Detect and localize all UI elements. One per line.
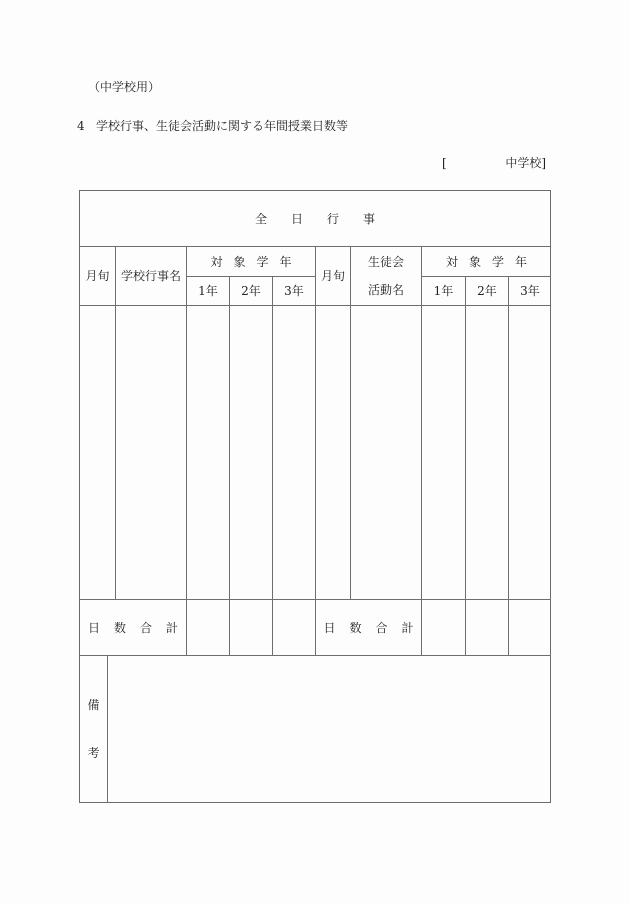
input-grade-1-left[interactable]	[187, 306, 229, 599]
input-total-grade-3-left[interactable]	[273, 600, 315, 655]
input-month-right[interactable]	[316, 306, 350, 599]
header-month-right: 月旬	[320, 269, 345, 283]
total-char: 計	[166, 620, 179, 635]
grade-label-char: 対	[445, 254, 458, 269]
input-grade-3-right[interactable]	[509, 306, 551, 599]
header-activity-name	[351, 247, 421, 305]
input-total-grade-3-right[interactable]	[509, 600, 551, 655]
total-days-label-left	[80, 600, 186, 655]
input-grade-1-right[interactable]	[422, 306, 465, 599]
input-total-grade-1-left[interactable]	[187, 600, 229, 655]
grade-label-char: 学	[256, 254, 269, 269]
grade-label-char: 学	[492, 254, 505, 269]
input-month-left[interactable]	[80, 306, 115, 599]
table-title	[80, 191, 550, 246]
total-char: 数	[349, 620, 362, 635]
input-activity-name[interactable]	[351, 306, 421, 599]
header-grade-2-left: 2年	[241, 284, 261, 298]
remarks-input[interactable]	[108, 656, 550, 802]
total-char: 合	[375, 620, 388, 635]
form-subtitle: （中学校用）	[88, 80, 161, 94]
activity-name-line2: 活動名	[367, 283, 404, 297]
header-grade-1-right: 1年	[433, 284, 454, 298]
section-title: 学校行事、生徒会活動に関する年間授業日数等	[96, 119, 349, 133]
input-total-grade-2-right[interactable]	[466, 600, 508, 655]
header-grade-1-left: 1年	[198, 284, 218, 298]
input-grade-3-left[interactable]	[273, 306, 315, 599]
section-heading	[77, 119, 348, 133]
total-char: 日	[323, 620, 336, 635]
grade-label-char: 象	[233, 254, 246, 269]
header-target-grade-left	[187, 247, 315, 276]
total-char: 合	[140, 620, 153, 635]
grade-label-char: 年	[515, 254, 528, 269]
bracket-open: [	[442, 156, 447, 170]
total-char: 計	[401, 620, 414, 635]
remarks-label	[80, 656, 107, 802]
grade-label-char: 象	[468, 254, 481, 269]
input-grade-2-right[interactable]	[466, 306, 508, 599]
header-grade-3-left: 3年	[284, 284, 304, 298]
title-char: 行	[327, 211, 340, 226]
header-event-name: 学校行事名	[120, 269, 181, 283]
total-char: 日	[87, 620, 100, 635]
activity-name-line1: 生徒会	[367, 255, 404, 269]
section-number: 4	[77, 119, 85, 133]
header-grade-2-right: 2年	[477, 284, 497, 298]
total-char: 数	[113, 620, 126, 635]
title-char: 日	[290, 211, 303, 226]
grade-label-char: 年	[279, 254, 292, 269]
remarks-char: 考	[87, 746, 100, 760]
title-char: 事	[363, 211, 376, 226]
total-days-label-right	[316, 600, 421, 655]
header-target-grade-right	[422, 247, 551, 276]
header-grade-3-right: 3年	[520, 284, 540, 298]
title-char: 全	[254, 211, 267, 226]
school-label: 中学校]	[505, 156, 546, 170]
grade-label-char: 対	[210, 254, 223, 269]
remarks-char: 備	[87, 698, 100, 712]
header-month-left: 月旬	[85, 269, 110, 283]
input-event-name[interactable]	[116, 306, 186, 599]
input-total-grade-1-right[interactable]	[422, 600, 465, 655]
input-total-grade-2-left[interactable]	[230, 600, 272, 655]
input-grade-2-left[interactable]	[230, 306, 272, 599]
